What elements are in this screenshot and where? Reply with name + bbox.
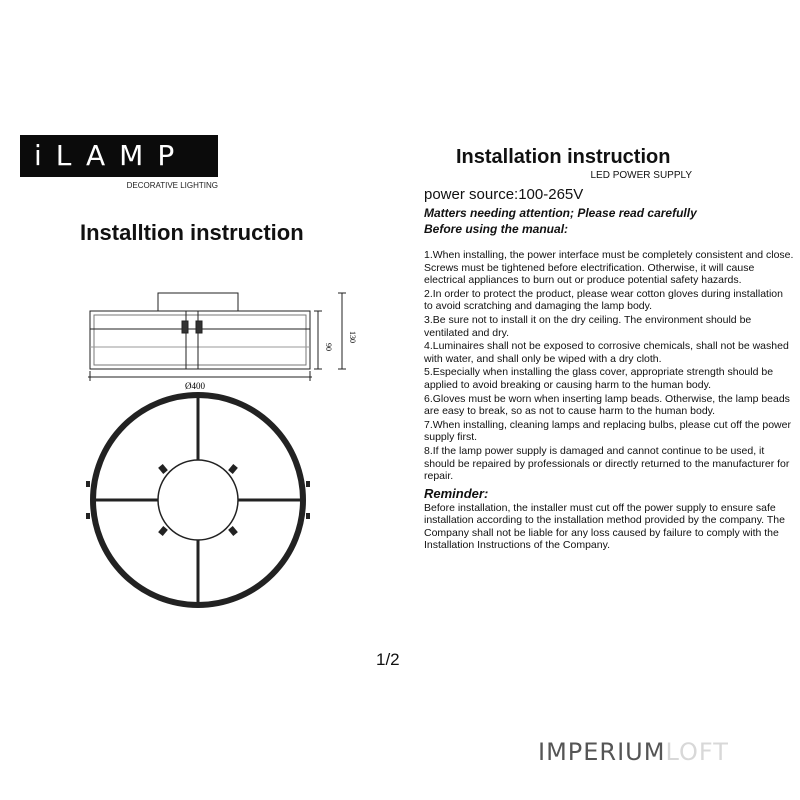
side-view	[88, 293, 346, 381]
logo-tagline: DECORATIVE LIGHTING	[126, 181, 218, 190]
right-title: Installation instruction	[456, 146, 671, 168]
lamp-technical-drawing	[80, 285, 360, 645]
instruction-text	[424, 144, 794, 552]
instruction-item-3: 3.Be sure not to install it on the dry ceiling. The environment should be ventilated and dry.	[424, 313, 752, 339]
right-subtitle: LED POWER SUPPLY	[590, 170, 692, 181]
instruction-item-6: 6.Gloves must be worn when inserting lamp beads. Otherwise, the lamp beads are easy to break, so as not to cause harm to the human body.	[424, 392, 790, 418]
dim-diameter: Ø400	[185, 381, 205, 391]
instruction-item-8: 8.If the lamp power supply is damaged and cannot continue to be used, it should be repaired by professionals or directly returned to the manufacturer for repair.	[424, 444, 790, 483]
watermark-part-2: LOFT	[665, 738, 729, 766]
power-source: power source:100-265V	[424, 186, 584, 203]
reminder-title: Reminder:	[424, 485, 489, 501]
left-title: Installtion instruction	[80, 220, 304, 245]
logo-box	[20, 135, 218, 177]
instruction-item-7: 7.When installing, cleaning lamps and replacing bulbs, please cut off the power supply first.	[424, 418, 791, 444]
dim-height-outer: 130	[348, 331, 357, 343]
attention-line-1: Matters needing attention; Please read carefully	[424, 206, 697, 220]
dim-height-inner: 90	[324, 343, 333, 351]
instruction-item-2: 2.In order to protect the product, please wear cotton gloves during installation to avoid scratching and damaging the lamp body.	[424, 287, 783, 313]
reminder-text: Before installation, the installer must cut off the power supply to ensure safe installation according to the installation method provided by the company. The Company shall not be liable for any loss caused by failure to comply with the Installation Instructions of the Company.	[424, 501, 785, 552]
logo-text: iLAMP	[34, 139, 189, 172]
attention-line-2: Before using the manual:	[424, 222, 569, 236]
watermark-part-1: IMPERIUM	[538, 738, 666, 766]
page-number: 1/2	[376, 650, 400, 669]
instruction-item-4: 4.Luminaires shall not be exposed to corrosive chemicals, shall not be washed with water, and shall only be wiped with a dry cloth.	[424, 340, 789, 365]
watermark	[538, 738, 729, 766]
instruction-item-1: 1.When installing, the power interface must be completely consistent and close. Screws must be tightened before electrification. Otherwise, it will cause electrical appliances to burn out or produce potential safety hazards.	[424, 249, 794, 287]
instruction-item-5: 5.Especially when installing the glass cover, appropriate strength should be applied to avoid breaking or causing harm to the human body.	[424, 366, 774, 391]
brand-logo	[20, 135, 220, 193]
instruction-list	[424, 249, 794, 483]
top-view	[86, 395, 310, 605]
